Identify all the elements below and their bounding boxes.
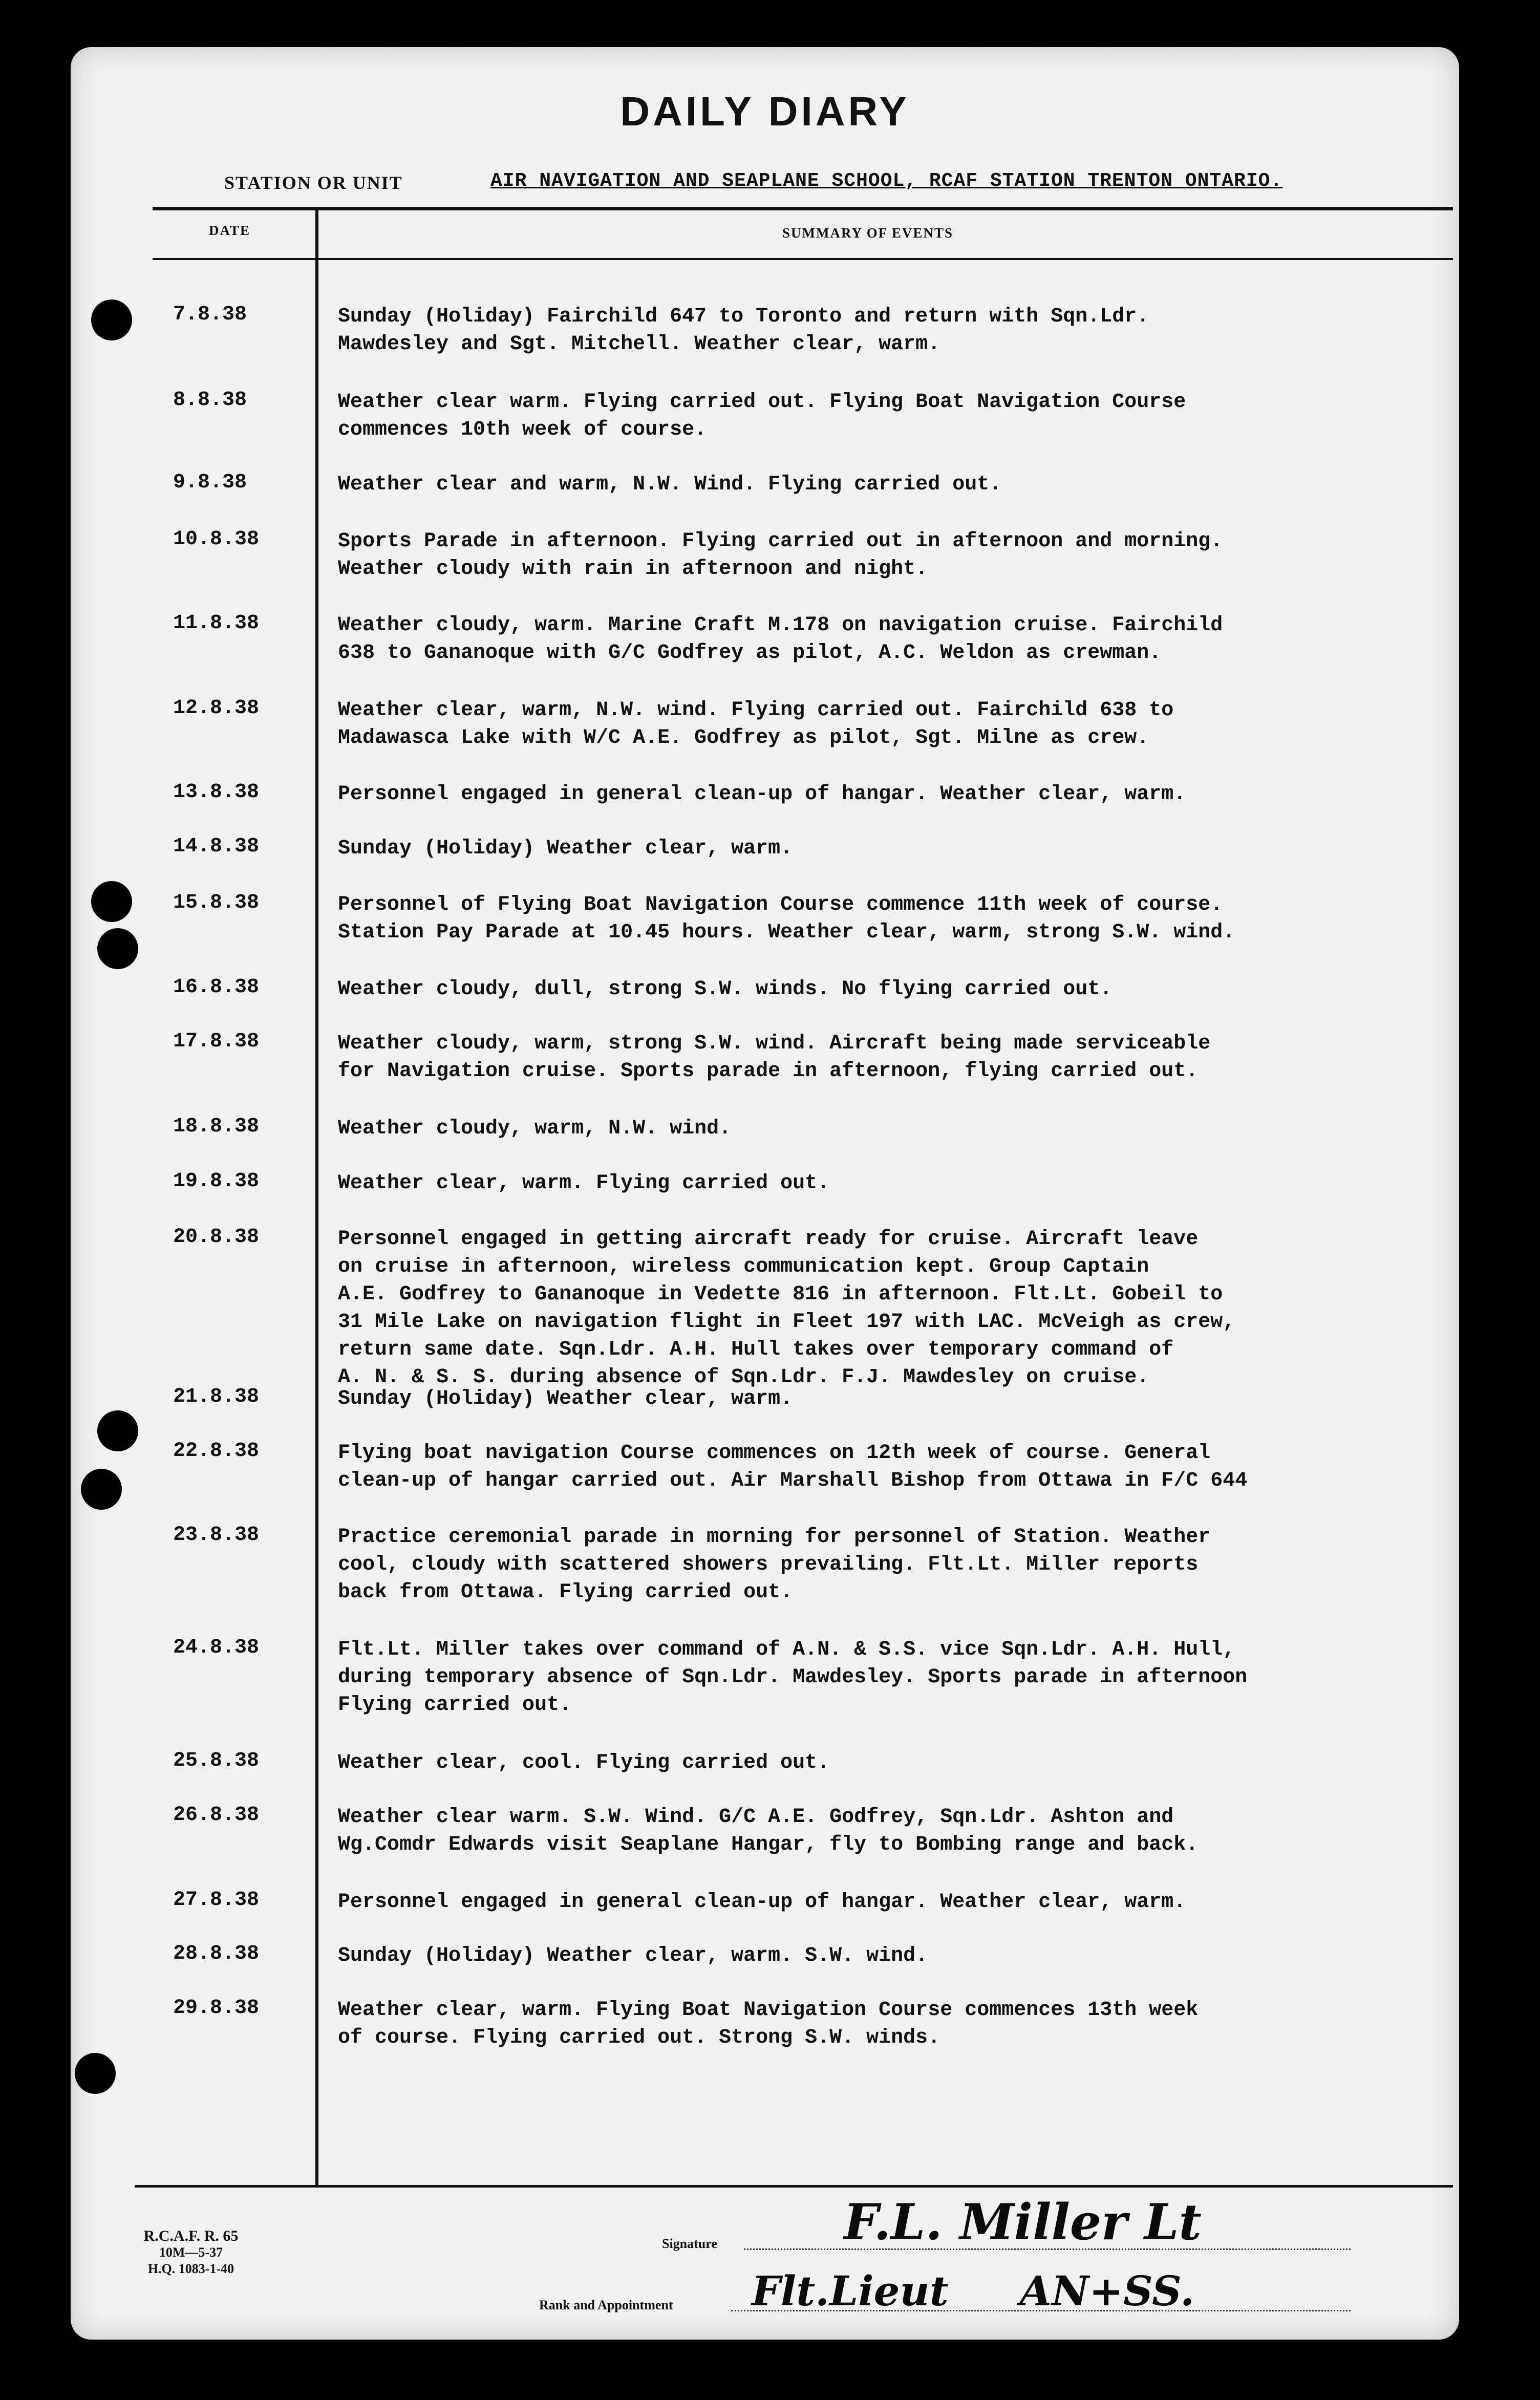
entry-date: 7.8.38: [173, 303, 247, 326]
form-hq-reference: H.Q. 1083-1-40: [147, 2261, 234, 2276]
entry-summary: Flt.Lt. Miller takes over command of A.N. & S.S. vice Sqn.Ldr. A.H. Hull, during temporary absence of Sqn.Ldr. Mawdesley. Sports parade in afternoon Flying carried out.: [338, 1638, 1248, 1717]
entry-date: 8.8.38: [173, 389, 247, 412]
entry-summary: Weather cloudy, warm. Marine Craft M.178 on navigation cruise. Fairchild 638 to Gananoque with G/C Godfrey as pilot, A.C. Weldon as crewman.: [338, 614, 1223, 665]
entry-date: 21.8.38: [173, 1385, 260, 1408]
entry-summary: Sunday (Holiday) Weather clear, warm.: [338, 837, 793, 860]
entry-summary: Personnel engaged in getting aircraft ready for cruise. Aircraft leave on cruise in afternoon, wireless communication kept. Group Captain A.E. Godfrey to Gananoque in Vedette 816 in afternoon. Flt.Lt. Gobeil to 31 Mile Lake on navigation flight in Fleet 197 with LAC. McVeigh as crew, return same date. Sqn.Ldr. A.H. Hull takes over temporary command of A. N. & S. S. during absence of Sqn.Ldr. F.J. Mawdesley on cruise.: [338, 1228, 1235, 1389]
entry-date: 27.8.38: [173, 1889, 260, 1912]
header-rule-bottom: [153, 258, 1453, 260]
rank-label: Rank and Appointment: [539, 2298, 673, 2312]
entry-summary: Sunday (Holiday) Weather clear, warm. S.W. wind.: [338, 1944, 928, 1967]
entry-summary: Personnel engaged in general clean-up of hangar. Weather clear, warm.: [338, 1891, 1186, 1914]
entry-summary: Practice ceremonial parade in morning for personnel of Station. Weather cool, cloudy with scattered showers prevailing. Flt.Lt. Miller reports back from Ottawa. Flying carried out.: [338, 1526, 1211, 1604]
entry-date: 20.8.38: [173, 1226, 260, 1249]
entry-date: 25.8.38: [173, 1749, 260, 1772]
signature-handwriting: F.L. Miller Lt: [844, 2193, 1202, 2251]
form-code-number: R.C.A.F. R. 65: [143, 2227, 239, 2244]
entry-date: 10.8.38: [173, 528, 260, 551]
form-code: [122, 2228, 260, 2277]
entry-summary: Sunday (Holiday) Fairchild 647 to Toronto and return with Sqn.Ldr. Mawdesley and Sgt. Mitchell. Weather clear, warm.: [338, 305, 1149, 356]
entry-date: 9.8.38: [173, 471, 247, 494]
punch-hole: [91, 881, 132, 922]
summary-column-header: SUMMARY OF EVENTS: [782, 225, 954, 241]
station-row: [224, 166, 1432, 197]
diary-page: [71, 47, 1459, 2340]
punch-hole: [91, 299, 132, 340]
entry-date: 15.8.38: [173, 891, 260, 914]
entry-summary: Sunday (Holiday) Weather clear, warm.: [338, 1387, 793, 1410]
entry-date: 16.8.38: [173, 976, 260, 999]
punch-hole: [97, 928, 138, 969]
entry-summary: Personnel of Flying Boat Navigation Course commence 11th week of course. Station Pay Parade at 10.45 hours. Weather clear, warm, strong S.W. wind.: [338, 893, 1235, 944]
entry-date: 14.8.38: [173, 835, 260, 858]
signature-label: Signature: [662, 2236, 717, 2251]
entry-date: 12.8.38: [173, 697, 260, 720]
entry-date: 29.8.38: [173, 1997, 260, 2020]
entry-summary: Weather clear warm. Flying carried out. Flying Boat Navigation Course commences 10th week of course.: [338, 391, 1186, 441]
header-rule-top: [153, 207, 1453, 210]
entry-summary: Weather clear, warm. Flying Boat Navigation Course commences 13th week of course. Flying carried out. Strong S.W. winds.: [338, 1999, 1199, 2049]
entry-summary: Weather clear, cool. Flying carried out.: [338, 1751, 830, 1774]
punch-hole: [75, 2053, 116, 2094]
form-print-run: 10M—5-37: [159, 2245, 223, 2260]
entry-date: 28.8.38: [173, 1942, 260, 1965]
entry-summary: Weather clear, warm. Flying carried out.: [338, 1172, 830, 1195]
punch-hole: [81, 1469, 122, 1510]
document-title: DAILY DIARY: [620, 89, 910, 134]
entry-summary: Weather clear warm. S.W. Wind. G/C A.E. Godfrey, Sqn.Ldr. Ashton and Wg.Comdr Edwards visit Seaplane Hangar, fly to Bombing range and back.: [338, 1806, 1199, 1856]
entry-summary: Weather cloudy, warm, N.W. wind.: [338, 1117, 732, 1140]
entry-date: 17.8.38: [173, 1030, 260, 1053]
entry-date: 13.8.38: [173, 781, 260, 804]
entry-date: 26.8.38: [173, 1804, 260, 1827]
table-bottom-rule: [135, 2185, 1453, 2188]
rank-handwriting: Flt.Lieut AN+SS.: [752, 2267, 1194, 2315]
entry-summary: Weather cloudy, dull, strong S.W. winds. No flying carried out.: [338, 978, 1113, 1001]
entry-date: 11.8.38: [173, 612, 260, 635]
entry-summary: Sports Parade in afternoon. Flying carried out in afternoon and morning. Weather cloudy with rain in afternoon and night.: [338, 530, 1223, 581]
entry-date: 22.8.38: [173, 1440, 260, 1463]
date-column-rule: [315, 210, 318, 2186]
entry-date: 18.8.38: [173, 1115, 260, 1138]
entry-summary: Weather clear and warm, N.W. Wind. Flying carried out.: [338, 473, 1002, 496]
entry-summary: Weather cloudy, warm, strong S.W. wind. Aircraft being made serviceable for Navigation cruise. Sports parade in afternoon, flying carried out.: [338, 1032, 1211, 1083]
station-value: AIR NAVIGATION AND SEAPLANE SCHOOL, RCAF STATION TRENTON ONTARIO.: [490, 170, 1283, 192]
entry-summary: Flying boat navigation Course commences on 12th week of course. General clean-up of hangar carried out. Air Marshall Bishop from Ottawa in F/C 644: [338, 1442, 1248, 1492]
station-label: STATION OR UNIT: [224, 173, 403, 193]
entry-summary: Personnel engaged in general clean-up of hangar. Weather clear, warm.: [338, 783, 1186, 806]
entry-date: 19.8.38: [173, 1170, 260, 1193]
entry-date: 24.8.38: [173, 1636, 260, 1659]
entry-date: 23.8.38: [173, 1524, 260, 1547]
date-column-header: DATE: [209, 223, 251, 238]
entry-summary: Weather clear, warm, N.W. wind. Flying carried out. Fairchild 638 to Madawasca Lake with W/C A.E. Godfrey as pilot, Sgt. Milne as crew.: [338, 699, 1174, 749]
punch-hole: [97, 1410, 138, 1451]
